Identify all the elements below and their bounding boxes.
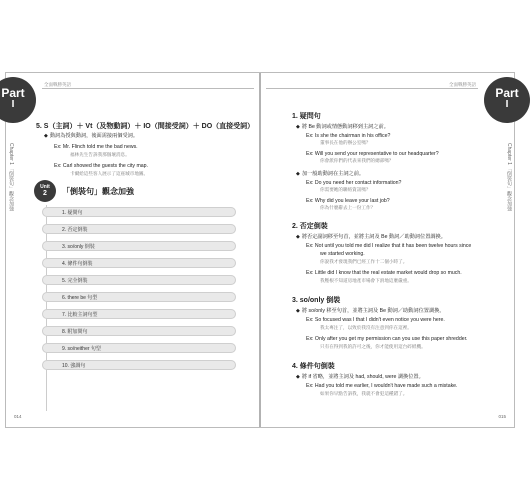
example-sentence: Ex: Will you send your representative to our headquarter? xyxy=(306,151,439,157)
example-translation: 董事長在他的辦公室嗎？ xyxy=(320,140,371,145)
rule-bullet: ◆ 將 Be 動詞或情態動詞移到主詞之前。 xyxy=(296,123,389,130)
example-sentence: Ex: Not until you told me did I realize that it has been twelve hours since xyxy=(306,243,472,249)
toc-item[interactable]: 8. 附加問句 xyxy=(42,326,236,336)
example-sentence: Ex: Mr. Flinch told me the bad news. xyxy=(54,144,138,150)
running-header: 全面戰勝英語 xyxy=(44,82,71,87)
header-rule xyxy=(266,88,478,89)
toc-item[interactable]: 1. 疑問句 xyxy=(42,207,236,217)
example-sentence: Ex: Carl showed the guests the city map. xyxy=(54,163,148,169)
unit-title: 「倒裝句」觀念加強 xyxy=(62,187,134,196)
section-heading: 2. 否定倒裝 xyxy=(292,223,328,230)
example-translation: 我壓根不知道房地產市場會下滑地這麼嚴重。 xyxy=(320,278,412,283)
example-translation: 我太專注了，以致於我沒有注意到你在這裡。 xyxy=(320,325,412,330)
example-sentence: Ex: Only after you get my permission can you use this paper shredder. xyxy=(306,336,468,342)
chapter-side-label: Chapter 1 「倒裝句」觀念加強 xyxy=(8,143,14,212)
toc-item[interactable]: 9. so/neither 句型 xyxy=(42,343,236,353)
toc-item[interactable]: 10. 強調句 xyxy=(42,360,236,370)
toc-item[interactable]: 6. there be 句型 xyxy=(42,292,236,302)
unit-badge: Unit 2 xyxy=(34,180,56,202)
example-translation: 你為什麼辭去上一份工作？ xyxy=(320,205,376,210)
book-spread xyxy=(1,73,519,427)
toc-item[interactable]: 7. 比較主詞句型 xyxy=(42,309,236,319)
example-sentence: Ex: Why did you leave your last job? xyxy=(306,198,390,204)
right-page xyxy=(260,73,519,427)
toc-item[interactable]: 4. 條件句倒裝 xyxy=(42,258,236,268)
header-rule xyxy=(42,88,254,89)
section-heading: 5. S（主詞）＋ Vt（及物動詞）＋ IO（間接受詞）＋ DO（直接受詞） xyxy=(36,123,255,130)
running-header: 全面戰勝英語 xyxy=(449,82,476,87)
example-sentence-cont: we started working. xyxy=(320,251,365,257)
toc-item[interactable]: 2. 否定倒裝 xyxy=(42,224,236,234)
example-translation: 如果你早點告訴我，我就不會犯這種錯了。 xyxy=(320,391,408,396)
toc-item[interactable]: 3. so/only 倒裝 xyxy=(42,241,236,251)
section-heading: 4. 條件句倒裝 xyxy=(292,363,335,370)
page-number: 014 xyxy=(14,414,22,419)
example-translation: 卡爾給這些客人展示了這座城市地圖。 xyxy=(70,171,149,176)
rule-bullet: ◆ 將 if 省略，並將主詞及 had, should, were 調換位置。 xyxy=(296,373,424,380)
example-translation: 你會派你們的代表來我們的總部嗎？ xyxy=(320,158,394,163)
rule-bullet: ◆ 加一般助動詞在主詞之前。 xyxy=(296,170,364,177)
left-page xyxy=(1,73,260,427)
example-translation: 只有在得到我的許可之後，你才能使用這台碎紙機。 xyxy=(320,344,426,349)
example-sentence: Ex: Little did I know that the real estate market would drop so much. xyxy=(306,270,462,276)
rule-bullet: ◆ 動詞為授與動詞，後面需接兩個受詞。 xyxy=(44,132,138,139)
example-translation: 你說我才發現我們已經工作十二個小時了。 xyxy=(320,259,408,264)
toc-connector-line xyxy=(46,205,47,411)
example-sentence: Ex: Is she the chairman in his office? xyxy=(306,133,391,139)
rule-bullet: ◆ 將否定副詞移至句首，並將主詞及 Be 動詞／助動詞位置調換。 xyxy=(296,233,446,240)
rule-bullet: ◆ 將 so/only 移至句首，並將主詞及 Be 動詞／助動詞位置調換。 xyxy=(296,307,445,314)
part-badge: Part I xyxy=(484,77,530,123)
section-heading: 3. so/only 倒裝 xyxy=(292,297,341,304)
example-translation: 福林先生告訴我那個壞消息。 xyxy=(70,152,130,157)
example-sentence: Ex: Do you need her contact information? xyxy=(306,180,402,186)
section-heading: 1. 疑問句 xyxy=(292,113,321,120)
example-sentence: Ex: Had you told me earlier, I wouldn't have made such a mistake. xyxy=(306,383,458,389)
page-number: 015 xyxy=(498,414,506,419)
chapter-side-label: Chapter 1 「倒裝句」觀念加強 xyxy=(506,143,512,212)
example-translation: 你需要她的聯絡資訊嗎？ xyxy=(320,187,371,192)
example-sentence: Ex: So focused was I that I didn't even notice you were here. xyxy=(306,317,445,323)
part-badge: Part I xyxy=(0,77,36,123)
toc-item[interactable]: 5. 完全倒裝 xyxy=(42,275,236,285)
